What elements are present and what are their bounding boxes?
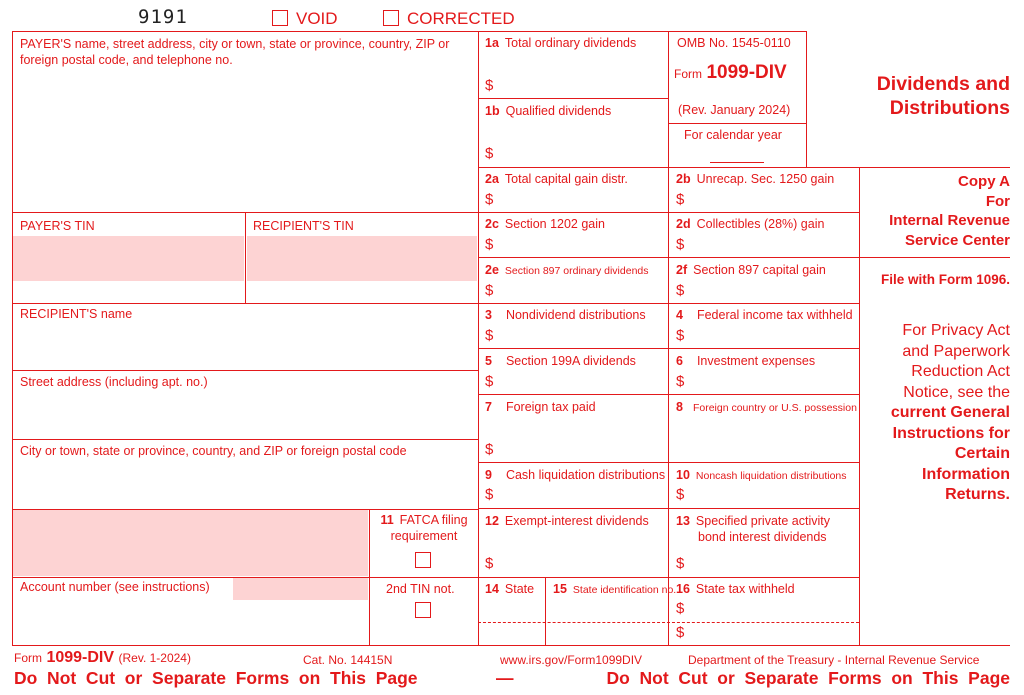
box-8-num: 8 <box>676 400 683 414</box>
box-3-text: Nondividend distributions <box>505 308 646 322</box>
void-checkbox[interactable] <box>272 10 288 26</box>
box-9-num: 9 <box>485 468 492 482</box>
recipient-tin-label: RECIPIENT'S TIN <box>253 219 354 233</box>
form-title <box>674 62 787 84</box>
form-code: 9191 <box>138 6 188 28</box>
box-2f-label <box>676 262 826 278</box>
privacy-line-2: and Paperwork <box>902 342 1010 360</box>
box-1b-label <box>485 103 611 119</box>
box-7-dollar: $ <box>485 441 494 458</box>
footer-form-id <box>14 649 191 667</box>
box-2f-text: Section 897 capital gain <box>693 263 826 277</box>
instr-line-5: Returns. <box>945 486 1010 503</box>
box-2a-label <box>485 171 628 187</box>
box-5-num: 5 <box>485 354 492 368</box>
box-2d-num: 2d <box>676 217 691 231</box>
box-7-num: 7 <box>485 400 492 414</box>
box-13-line1: Specified private activity <box>695 514 830 528</box>
box-10-text: Noncash liquidation distributions <box>695 470 847 482</box>
box-9-dollar: $ <box>485 486 494 503</box>
box-3-num: 3 <box>485 308 492 322</box>
box-6-dollar: $ <box>676 373 685 390</box>
footer-dash: — <box>496 668 514 688</box>
box-10-num: 10 <box>676 468 690 482</box>
box-2c-dollar: $ <box>485 236 494 253</box>
box-15-text: State identification no. <box>572 584 677 596</box>
box-1b-text: Qualified dividends <box>505 104 612 118</box>
do-not-cut-left: Do Not Cut or Separate Forms on This Page <box>14 668 418 688</box>
box-1a-label <box>485 35 636 51</box>
box-2b-text: Unrecap. Sec. 1250 gain <box>696 172 835 186</box>
box-10-dollar: $ <box>676 486 685 503</box>
box-2c-text: Section 1202 gain <box>504 217 605 231</box>
box-13-num: 13 <box>676 514 690 528</box>
irs-line1: Internal Revenue <box>889 212 1010 229</box>
corrected-label: CORRECTED <box>407 9 515 28</box>
box-2a-num: 2a <box>485 172 499 186</box>
box-7-text: Foreign tax paid <box>505 400 596 414</box>
box-8-text: Foreign country or U.S. possession <box>692 402 857 414</box>
box-16-dollar-1: $ <box>676 600 685 617</box>
box-14-text: State <box>504 582 535 596</box>
box-2b-dollar: $ <box>676 191 685 208</box>
box-4-label <box>676 307 853 323</box>
fatca-checkbox[interactable] <box>415 552 431 568</box>
box-5-text: Section 199A dividends <box>505 354 636 368</box>
box-2e-num: 2e <box>485 263 499 277</box>
recipient-name-label: RECIPIENT'S name <box>20 307 133 321</box>
street-address-label: Street address (including apt. no.) <box>20 375 208 389</box>
account-number-shade <box>233 578 368 600</box>
box-3-dollar: $ <box>485 327 494 344</box>
box-2d-label <box>676 216 824 232</box>
instr-line-2: Instructions for <box>892 424 1010 442</box>
box-13-label <box>676 513 830 545</box>
box-9-text: Cash liquidation distributions <box>505 468 666 482</box>
box-7-label <box>485 399 596 415</box>
box-1a-text: Total ordinary dividends <box>504 36 637 50</box>
box-2c-label <box>485 216 605 232</box>
instructions-link[interactable] <box>891 403 1010 506</box>
second-tin-checkbox[interactable] <box>415 602 431 618</box>
footer-form-prefix: Form <box>14 651 42 665</box>
payer-tin-label: PAYER'S TIN <box>20 219 95 233</box>
fatca-line1: FATCA filing <box>399 513 468 527</box>
file-with-label: File with Form 1096. <box>880 272 1010 287</box>
box-1a-num: 1a <box>485 36 499 50</box>
box-4-dollar: $ <box>676 327 685 344</box>
irs-url[interactable]: www.irs.gov/Form1099DIV <box>500 653 643 667</box>
box-13-line2: bond interest dividends <box>698 530 827 544</box>
form-name: 1099-DIV <box>706 62 787 83</box>
copy-block <box>889 172 1010 250</box>
box-16-num: 16 <box>676 582 690 596</box>
box-12-dollar: $ <box>485 555 494 572</box>
box-2e-label <box>485 262 649 279</box>
box-2b-num: 2b <box>676 172 691 186</box>
form-prefix: Form <box>674 67 702 81</box>
second-tin-label: 2nd TIN not. <box>386 582 455 596</box>
box-1b-num: 1b <box>485 104 500 118</box>
box-16-label <box>676 581 795 597</box>
irs-line2: Service Center <box>904 231 1010 249</box>
box-16-dollar-2: $ <box>676 624 685 641</box>
cat-number: Cat. No. 14415N <box>303 653 393 667</box>
box-14-label <box>485 581 534 597</box>
box-13-dollar: $ <box>676 555 685 572</box>
void-label: VOID <box>296 9 338 28</box>
privacy-line-4: Notice, see the <box>903 383 1010 401</box>
box-6-text: Investment expenses <box>696 354 816 368</box>
copy-label: Copy A <box>958 173 1010 190</box>
footer-rev: (Rev. 1-2024) <box>118 651 191 665</box>
box-4-num: 4 <box>676 308 683 322</box>
privacy-notice <box>891 321 1010 506</box>
box-2f-num: 2f <box>676 263 688 277</box>
shaded-area <box>13 510 368 576</box>
omb-number: OMB No. 1545-0110 <box>677 36 791 50</box>
account-number-label: Account number (see instructions) <box>20 580 210 594</box>
box-5-label <box>485 353 636 369</box>
box-9-label <box>485 467 665 483</box>
heading-line2: Distributions <box>889 97 1010 119</box>
instr-line-3: Certain <box>954 445 1010 462</box>
payer-name-label: PAYER'S name, street address, city or town, state or province, country, ZIP or foreign postal code, and telephone no. <box>20 37 450 67</box>
box-2e-dollar: $ <box>485 282 494 299</box>
box-2e-text: Section 897 ordinary dividends <box>504 265 649 277</box>
corrected-checkbox[interactable] <box>383 10 399 26</box>
box-2b-label <box>676 171 834 187</box>
box-16-text: State tax withheld <box>695 582 795 596</box>
privacy-line-1: For Privacy Act <box>902 322 1010 339</box>
for-label: For <box>985 192 1010 210</box>
box-1b-dollar: $ <box>485 145 494 162</box>
box-4-text: Federal income tax withheld <box>696 308 853 322</box>
box-2a-dollar: $ <box>485 191 494 208</box>
do-not-cut-right: Do Not Cut or Separate Forms on This Page <box>606 668 1010 688</box>
box-14-num: 14 <box>485 582 499 596</box>
box-1a-dollar: $ <box>485 77 494 94</box>
box-10-label <box>676 467 847 484</box>
privacy-line-3: Reduction Act <box>911 363 1010 380</box>
form-heading <box>877 72 1010 120</box>
box-2c-num: 2c <box>485 217 499 231</box>
box-6-label <box>676 353 815 369</box>
box-2a-text: Total capital gain distr. <box>504 172 628 186</box>
heading-line1: Dividends and <box>876 73 1010 95</box>
payer-tin-input[interactable] <box>13 236 244 281</box>
box-15-num: 15 <box>553 582 567 596</box>
footer-form-name: 1099-DIV <box>46 649 115 666</box>
box-2f-dollar: $ <box>676 282 685 299</box>
box-5-dollar: $ <box>485 373 494 390</box>
box-12-num: 12 <box>485 514 499 528</box>
form-rev: (Rev. January 2024) <box>678 103 791 117</box>
box-3-label <box>485 307 646 323</box>
box-8-label <box>676 399 857 416</box>
instr-line-4: Information <box>922 465 1010 483</box>
box-12-text: Exempt-interest dividends <box>504 514 649 528</box>
box-12-label <box>485 513 649 529</box>
instr-line-1: current General <box>890 404 1010 421</box>
box-2d-dollar: $ <box>676 236 685 253</box>
box-11-num: 11 <box>380 513 394 527</box>
treasury-dept: Department of the Treasury - Internal Revenue Service <box>688 653 980 667</box>
box-15-label <box>553 581 676 598</box>
fatca-line2: requirement <box>390 529 458 543</box>
city-label: City or town, state or province, country, and ZIP or foreign postal code <box>20 444 407 458</box>
calendar-year-label: For calendar year <box>684 128 782 142</box>
box-2d-text: Collectibles (28%) gain <box>696 217 825 231</box>
box-6-num: 6 <box>676 354 683 368</box>
box-11-label <box>372 512 476 544</box>
recipient-tin-input[interactable] <box>247 236 477 281</box>
